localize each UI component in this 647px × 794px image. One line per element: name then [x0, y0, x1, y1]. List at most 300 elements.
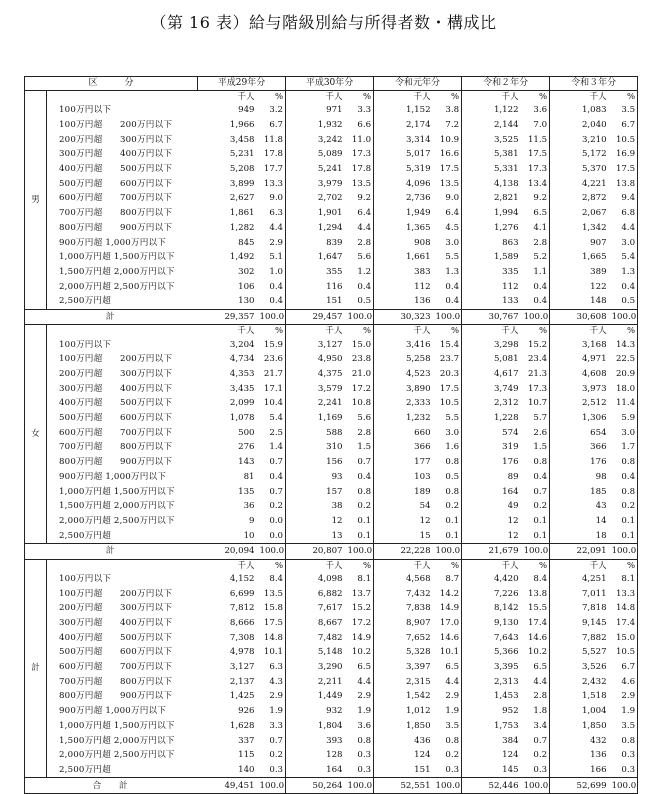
count-cell: 89 [507, 471, 519, 482]
pct-cell: 9.2 [522, 191, 550, 206]
table-row [25, 645, 638, 660]
pct-cell: 21.7 [258, 367, 286, 382]
table-row [25, 630, 638, 645]
pct-cell: 0.8 [434, 733, 462, 748]
count-cell: 436 [414, 735, 431, 746]
pct-cell: 11.8 [258, 132, 286, 147]
count-cell: 384 [502, 735, 519, 746]
pct-cell: 2.9 [346, 689, 374, 704]
income-band-label: 800万円超 900万円以下 [59, 222, 173, 233]
income-band-label: 1,000万円超 1,500万円以下 [59, 720, 175, 731]
pct-cell: 2.8 [346, 425, 374, 440]
count-cell: 1,932 [317, 120, 343, 131]
count-cell: 1,966 [229, 120, 255, 131]
pct-cell: 8.1 [346, 572, 374, 587]
table-row [25, 221, 638, 236]
unit-count-label: 千人 [374, 559, 434, 572]
table-row [25, 250, 638, 265]
pct-cell: 0.3 [434, 763, 462, 778]
pct-cell: 6.3 [258, 660, 286, 675]
count-cell: 335 [502, 266, 519, 277]
table-row [25, 411, 638, 426]
pct-cell: 5.7 [522, 411, 550, 426]
count-cell: 12 [507, 515, 519, 526]
group-label: 男 [25, 91, 47, 310]
count-cell: 156 [326, 457, 343, 468]
year-header: 平成30年分 [286, 77, 374, 91]
pct-cell: 2.9 [258, 235, 286, 250]
total-count-cell: 30,323 [374, 309, 434, 325]
total-pct-cell: 100.0 [346, 543, 374, 559]
pct-cell: 0.4 [610, 470, 638, 485]
count-cell: 7,482 [317, 632, 343, 643]
count-cell: 3,127 [317, 339, 343, 350]
count-cell: 1,518 [581, 691, 607, 702]
count-cell: 588 [326, 427, 343, 438]
pct-cell: 0.3 [346, 763, 374, 778]
pct-cell: 11.0 [346, 132, 374, 147]
count-cell: 3,525 [493, 134, 519, 145]
count-cell: 5,331 [493, 164, 519, 175]
pct-cell: 10.8 [346, 396, 374, 411]
count-cell: 2,067 [581, 208, 607, 219]
pct-cell: 4.4 [346, 674, 374, 689]
pct-cell: 2.8 [522, 689, 550, 704]
pct-cell: 0.8 [346, 484, 374, 499]
count-cell: 5,258 [405, 354, 431, 365]
count-cell: 1,228 [493, 413, 519, 424]
income-band-label: 2,000万円超 2,500万円以下 [59, 515, 175, 526]
pct-cell: 14.3 [610, 337, 638, 352]
income-band-label: 100万円超 200万円以下 [59, 588, 173, 599]
table-row [25, 352, 638, 367]
count-cell: 2,313 [493, 676, 519, 687]
total-pct-cell: 100.0 [610, 543, 638, 559]
pct-cell: 0.1 [610, 528, 638, 543]
pct-cell: 10.1 [434, 645, 462, 660]
pct-cell: 1.7 [610, 440, 638, 455]
pct-cell: 14.6 [522, 630, 550, 645]
count-cell: 5,081 [493, 354, 519, 365]
unit-count-label: 千人 [286, 325, 346, 338]
count-cell: 5,241 [317, 164, 343, 175]
count-cell: 660 [414, 427, 431, 438]
count-cell: 7,011 [581, 588, 607, 599]
pct-cell: 14.8 [258, 630, 286, 645]
pct-cell: 7.0 [522, 118, 550, 133]
count-cell: 4,420 [493, 573, 519, 584]
count-cell: 971 [326, 105, 343, 116]
income-band-label: 300万円超 400万円以下 [59, 618, 173, 629]
pct-cell: 6.7 [610, 660, 638, 675]
total-count-cell: 50,264 [286, 778, 346, 794]
table-row [25, 118, 638, 133]
pct-cell: 11.4 [610, 396, 638, 411]
count-cell: 1,365 [405, 222, 431, 233]
pct-cell: 17.8 [258, 147, 286, 162]
count-cell: 38 [331, 501, 343, 512]
pct-cell: 4.4 [610, 221, 638, 236]
table-row [25, 733, 638, 748]
income-band-label: 100万円以下 [59, 105, 112, 116]
pct-cell: 0.8 [610, 484, 638, 499]
count-cell: 157 [326, 486, 343, 497]
count-cell: 845 [238, 237, 255, 248]
pct-cell: 15.5 [522, 601, 550, 616]
pct-cell: 0.2 [346, 499, 374, 514]
pct-cell: 3.2 [258, 103, 286, 118]
count-cell: 3,458 [229, 134, 255, 145]
table-row [25, 425, 638, 440]
pct-cell: 0.4 [434, 294, 462, 309]
pct-cell: 0.2 [522, 748, 550, 763]
table-row [25, 132, 638, 147]
count-cell: 366 [414, 442, 431, 453]
income-band-label: 200万円超 300万円以下 [59, 134, 173, 145]
count-cell: 1,083 [581, 105, 607, 116]
count-cell: 8,666 [229, 618, 255, 629]
income-band-label: 800万円超 900万円以下 [59, 457, 173, 468]
unit-pct-label: % [610, 325, 638, 338]
pct-cell: 17.3 [346, 147, 374, 162]
count-cell: 2,512 [581, 398, 607, 409]
total-pct-cell: 100.0 [522, 543, 550, 559]
pct-cell: 2.8 [346, 235, 374, 250]
total-count-cell: 20,807 [286, 543, 346, 559]
pct-cell: 6.4 [434, 206, 462, 221]
table-row [25, 499, 638, 514]
pct-cell: 6.8 [610, 206, 638, 221]
count-cell: 5,089 [317, 149, 343, 160]
count-cell: 4,098 [317, 573, 343, 584]
count-cell: 2,241 [317, 398, 343, 409]
count-cell: 4,971 [581, 354, 607, 365]
pct-cell: 2.9 [610, 689, 638, 704]
count-cell: 500 [238, 427, 255, 438]
unit-pct-label: % [522, 91, 550, 104]
count-cell: 5,366 [493, 647, 519, 658]
count-cell: 1,753 [493, 720, 519, 731]
unit-count-label: 千人 [198, 91, 258, 104]
table-row [25, 660, 638, 675]
table-body [25, 91, 638, 794]
count-cell: 7,652 [405, 632, 431, 643]
table-row [25, 674, 638, 689]
pct-cell: 5.5 [434, 411, 462, 426]
pct-cell: 5.1 [258, 250, 286, 265]
income-band-label: 200万円超 300万円以下 [59, 603, 173, 614]
count-cell: 136 [590, 750, 607, 761]
count-cell: 9,130 [493, 618, 519, 629]
pct-cell: 5.6 [346, 411, 374, 426]
unit-pct-label: % [258, 91, 286, 104]
pct-cell: 0.2 [434, 748, 462, 763]
count-cell: 4,734 [229, 354, 255, 365]
pct-cell: 2.9 [258, 689, 286, 704]
table-row [25, 206, 638, 221]
pct-cell: 2.6 [522, 425, 550, 440]
pct-cell: 14.9 [434, 601, 462, 616]
pct-cell: 0.2 [434, 499, 462, 514]
pct-cell: 3.6 [346, 719, 374, 734]
income-band-label: 900万円超 1,000万円以下 [59, 706, 167, 717]
table-row [25, 147, 638, 162]
count-cell: 863 [502, 237, 519, 248]
pct-cell: 9.2 [346, 191, 374, 206]
count-cell: 2,432 [581, 676, 607, 687]
unit-pct-label: % [610, 91, 638, 104]
count-cell: 189 [414, 486, 431, 497]
pct-cell: 1.0 [258, 265, 286, 280]
total-count-cell: 29,457 [286, 309, 346, 325]
unit-count-label: 千人 [286, 91, 346, 104]
pct-cell: 1.3 [434, 265, 462, 280]
pct-cell: 0.8 [610, 733, 638, 748]
pct-cell: 18.0 [610, 381, 638, 396]
pct-cell: 0.4 [434, 279, 462, 294]
pct-cell: 10.5 [434, 396, 462, 411]
total-count-cell: 52,699 [550, 778, 610, 794]
pct-cell: 0.5 [610, 294, 638, 309]
pct-cell: 2.9 [434, 689, 462, 704]
pct-cell: 13.5 [346, 176, 374, 191]
count-cell: 1,665 [581, 252, 607, 263]
count-cell: 115 [238, 750, 255, 761]
pct-cell: 3.3 [258, 719, 286, 734]
count-cell: 383 [414, 266, 431, 277]
pct-cell: 0.1 [346, 514, 374, 529]
count-cell: 176 [502, 457, 519, 468]
table-row [25, 265, 638, 280]
pct-cell: 0.4 [522, 294, 550, 309]
count-cell: 36 [243, 501, 255, 512]
pct-cell: 4.4 [522, 674, 550, 689]
count-cell: 310 [326, 442, 343, 453]
pct-cell: 5.2 [522, 250, 550, 265]
pct-cell: 0.5 [346, 294, 374, 309]
table-row [25, 294, 638, 309]
count-cell: 5,319 [405, 164, 431, 175]
count-cell: 1,861 [229, 208, 255, 219]
pct-cell: 15.2 [346, 601, 374, 616]
pct-cell: 17.7 [258, 162, 286, 177]
count-cell: 122 [590, 281, 607, 292]
unit-pct-label: % [258, 325, 286, 338]
unit-count-label: 千人 [462, 559, 522, 572]
pct-cell: 1.9 [434, 704, 462, 719]
count-cell: 12 [419, 515, 431, 526]
count-cell: 5,148 [317, 647, 343, 658]
count-cell: 2,872 [581, 193, 607, 204]
pct-cell: 3.8 [434, 103, 462, 118]
total-pct-cell: 100.0 [346, 309, 374, 325]
income-band-label: 700万円超 800万円以下 [59, 676, 173, 687]
count-cell: 5,017 [405, 149, 431, 160]
income-band-label: 400万円超 500万円以下 [59, 164, 173, 175]
pct-cell: 17.5 [522, 147, 550, 162]
income-band-label: 700万円超 800万円以下 [59, 208, 173, 219]
header-row [25, 77, 638, 91]
income-band-label: 100万円超 200万円以下 [59, 120, 173, 131]
count-cell: 4,950 [317, 354, 343, 365]
pct-cell: 15.0 [346, 337, 374, 352]
count-cell: 3,210 [581, 134, 607, 145]
pct-cell: 13.4 [522, 176, 550, 191]
count-cell: 2,137 [229, 676, 255, 687]
pct-cell: 15.9 [258, 337, 286, 352]
total-pct-cell: 100.0 [346, 778, 374, 794]
income-band-label: 500万円超 600万円以下 [59, 178, 173, 189]
count-cell: 908 [414, 237, 431, 248]
pct-cell: 6.7 [258, 118, 286, 133]
pct-cell: 17.5 [434, 162, 462, 177]
unit-count-label: 千人 [198, 559, 258, 572]
unit-pct-label: % [434, 559, 462, 572]
count-cell: 1,589 [493, 252, 519, 263]
pct-cell: 4.6 [610, 674, 638, 689]
unit-count-label: 千人 [198, 325, 258, 338]
table-row [25, 484, 638, 499]
count-cell: 654 [590, 427, 607, 438]
pct-cell: 1.2 [346, 265, 374, 280]
pct-cell: 4.3 [258, 674, 286, 689]
count-cell: 9 [249, 515, 255, 526]
pct-cell: 13.3 [258, 176, 286, 191]
pct-cell: 0.2 [258, 499, 286, 514]
count-cell: 366 [590, 442, 607, 453]
income-band-label: 400万円超 500万円以下 [59, 632, 173, 643]
count-cell: 7,308 [229, 632, 255, 643]
count-cell: 1,078 [229, 413, 255, 424]
pct-cell: 0.3 [258, 763, 286, 778]
count-cell: 1,804 [317, 720, 343, 731]
pct-cell: 1.5 [522, 440, 550, 455]
count-cell: 3,127 [229, 662, 255, 673]
income-band-label: 500万円超 600万円以下 [59, 413, 173, 424]
count-cell: 3,290 [317, 662, 343, 673]
table-row [25, 191, 638, 206]
count-cell: 177 [414, 457, 431, 468]
count-cell: 15 [419, 530, 431, 541]
pct-cell: 16.6 [434, 147, 462, 162]
count-cell: 106 [238, 281, 255, 292]
pct-cell: 1.5 [346, 440, 374, 455]
pct-cell: 0.4 [258, 279, 286, 294]
total-row [25, 543, 638, 559]
pct-cell: 3.5 [610, 719, 638, 734]
count-cell: 432 [590, 735, 607, 746]
year-header: 令和元年分 [374, 77, 462, 91]
count-cell: 1,282 [229, 222, 255, 233]
unit-pct-label: % [346, 559, 374, 572]
pct-cell: 17.5 [258, 616, 286, 631]
pct-cell: 0.5 [434, 470, 462, 485]
unit-pct-label: % [522, 559, 550, 572]
count-cell: 302 [238, 266, 255, 277]
count-cell: 6,882 [317, 588, 343, 599]
pct-cell: 0.7 [522, 733, 550, 748]
count-cell: 5,328 [405, 647, 431, 658]
pct-cell: 0.8 [522, 455, 550, 470]
count-cell: 907 [590, 237, 607, 248]
pct-cell: 4.4 [258, 221, 286, 236]
count-cell: 393 [326, 735, 343, 746]
pct-cell: 17.3 [522, 381, 550, 396]
count-cell: 5,370 [581, 164, 607, 175]
unit-pct-label: % [258, 559, 286, 572]
pct-cell: 0.7 [258, 455, 286, 470]
table-row [25, 470, 638, 485]
pct-cell: 23.6 [258, 352, 286, 367]
count-cell: 18 [595, 530, 607, 541]
table-row [25, 279, 638, 294]
count-cell: 1,449 [317, 691, 343, 702]
income-band-label: 300万円超 400万円以下 [59, 149, 173, 160]
count-cell: 7,432 [405, 588, 431, 599]
income-band-label: 200万円超 300万円以下 [59, 369, 173, 380]
count-cell: 3,899 [229, 178, 255, 189]
table-row [25, 396, 638, 411]
income-distribution-table [24, 76, 638, 794]
count-cell: 1,294 [317, 222, 343, 233]
pct-cell: 1.8 [522, 704, 550, 719]
total-label: 計 [25, 309, 198, 325]
pct-cell: 15.4 [434, 337, 462, 352]
count-cell: 1,122 [493, 105, 519, 116]
pct-cell: 0.3 [610, 748, 638, 763]
count-cell: 145 [502, 764, 519, 775]
pct-cell: 0.1 [610, 514, 638, 529]
count-cell: 136 [414, 296, 431, 307]
table-row [25, 514, 638, 529]
count-cell: 7,882 [581, 632, 607, 643]
pct-cell: 3.3 [346, 103, 374, 118]
group-label: 女 [25, 325, 47, 544]
pct-cell: 17.0 [434, 616, 462, 631]
pct-cell: 6.5 [522, 206, 550, 221]
pct-cell: 10.4 [258, 396, 286, 411]
count-cell: 3,242 [317, 134, 343, 145]
count-cell: 1,850 [581, 720, 607, 731]
count-cell: 2,211 [317, 676, 343, 687]
unit-row [25, 559, 638, 572]
category-header: 区 分 [25, 77, 198, 91]
count-cell: 839 [326, 237, 343, 248]
count-cell: 1,169 [317, 413, 343, 424]
table-row [25, 367, 638, 382]
count-cell: 12 [331, 515, 343, 526]
pct-cell: 0.4 [522, 470, 550, 485]
count-cell: 128 [326, 750, 343, 761]
count-cell: 4,221 [581, 178, 607, 189]
table-row [25, 440, 638, 455]
group-label: 計 [25, 559, 47, 778]
count-cell: 93 [331, 471, 343, 482]
count-cell: 2,736 [405, 193, 431, 204]
total-count-cell: 52,551 [374, 778, 434, 794]
pct-cell: 10.1 [258, 645, 286, 660]
count-cell: 14 [595, 515, 607, 526]
pct-cell: 4.4 [434, 674, 462, 689]
pct-cell: 14.2 [434, 586, 462, 601]
pct-cell: 0.4 [522, 279, 550, 294]
pct-cell: 0.3 [522, 763, 550, 778]
pct-cell: 10.5 [610, 132, 638, 147]
total-pct-cell: 100.0 [434, 543, 462, 559]
pct-cell: 1.6 [434, 440, 462, 455]
count-cell: 1,306 [581, 413, 607, 424]
pct-cell: 1.3 [610, 265, 638, 280]
